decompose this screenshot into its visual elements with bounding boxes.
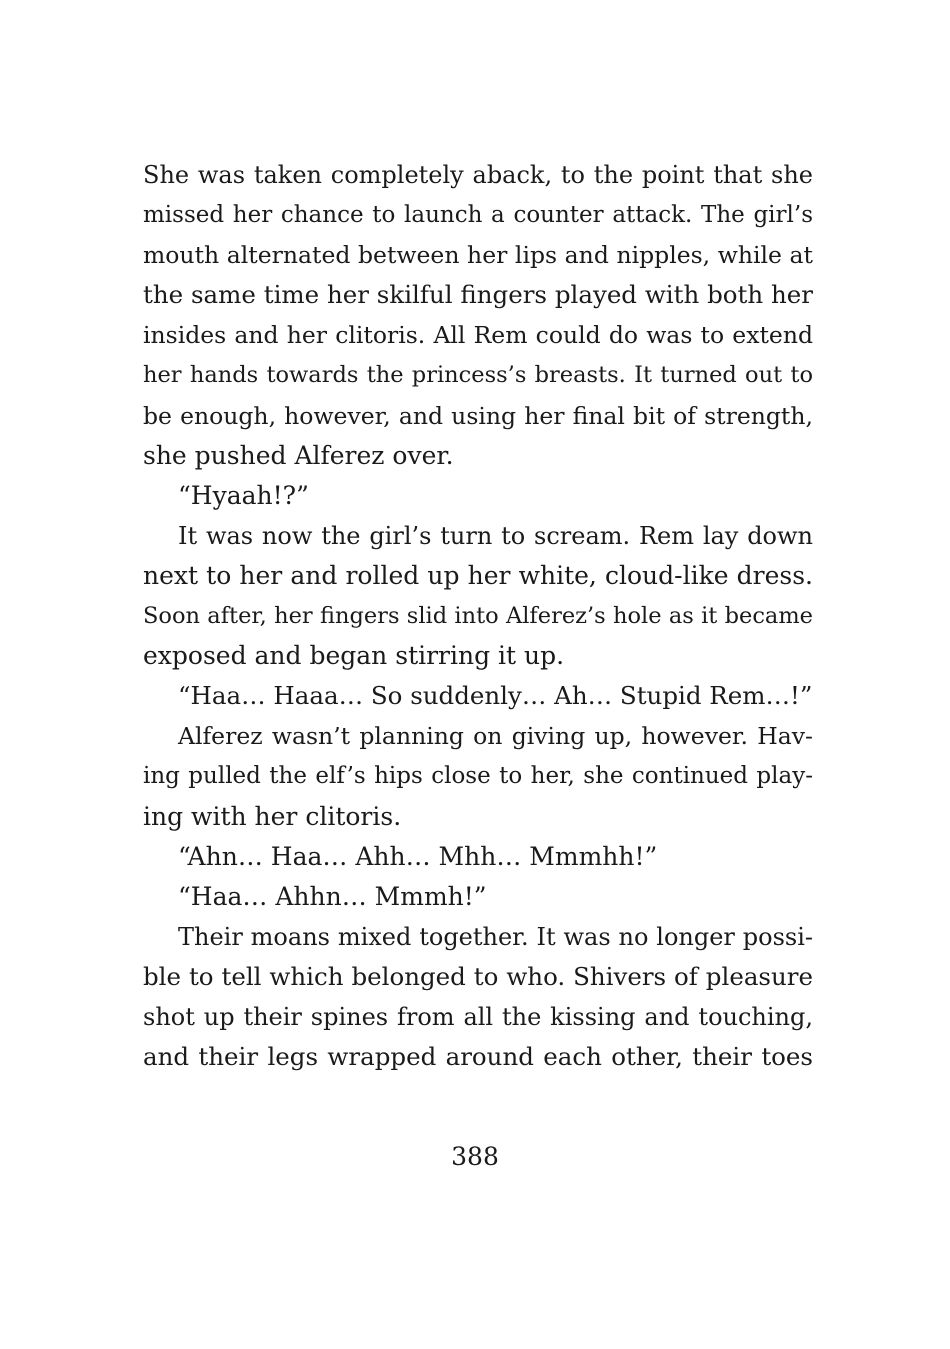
text-line: “Hyaah!?” bbox=[178, 480, 309, 510]
text-line: the same time her skilful fingers played with both her bbox=[143, 280, 813, 310]
text-line: shot up their spines from all the kissing and touching, bbox=[143, 1002, 813, 1031]
text-line: “Ahn… Haa… Ahh… Mhh… Mmmhh!” bbox=[178, 841, 658, 871]
text-line: be enough, however, and using her final bit of strength, bbox=[143, 401, 813, 430]
text-line: next to her and rolled up her white, cloud-like dress. bbox=[143, 560, 813, 590]
page-number: 388 bbox=[451, 1142, 499, 1171]
text-line: Soon after, her fingers slid into Alferez’s hole as it became bbox=[143, 603, 813, 630]
text-line: Their moans mixed together. It was no longer possi- bbox=[178, 922, 813, 951]
text-line: “Haa… Ahhn… Mmmh!” bbox=[178, 881, 487, 911]
text-line: ble to tell which belonged to who. Shivers of pleasure bbox=[143, 961, 813, 991]
text-line: ing pulled the elf’s hips close to her, she continued play- bbox=[143, 763, 813, 790]
text-line: exposed and began stirring it up. bbox=[143, 641, 565, 671]
text-line: she pushed Alferez over. bbox=[143, 440, 454, 470]
text-line: Alferez wasn’t planning on giving up, however. Hav- bbox=[178, 722, 813, 751]
text-line: mouth alternated between her lips and nipples, while at bbox=[143, 241, 813, 270]
text-line: missed her chance to launch a counter attack. The girl’s bbox=[143, 202, 813, 229]
text-line: ing with her clitoris. bbox=[143, 801, 402, 831]
text-line: and their legs wrapped around each other, their toes bbox=[143, 1042, 813, 1072]
body-text bbox=[143, 155, 813, 1077]
text-line: She was taken completely aback, to the point that she bbox=[143, 161, 813, 189]
text-line: It was now the girl’s turn to scream. Rem lay down bbox=[178, 521, 813, 550]
text-line: “Haa… Haaa… So suddenly… Ah… Stupid Rem…!” bbox=[178, 681, 813, 711]
text-line: insides and her clitoris. All Rem could do was to extend bbox=[143, 321, 813, 350]
text-line: her hands towards the princess’s breasts. It turned out to bbox=[143, 362, 813, 389]
